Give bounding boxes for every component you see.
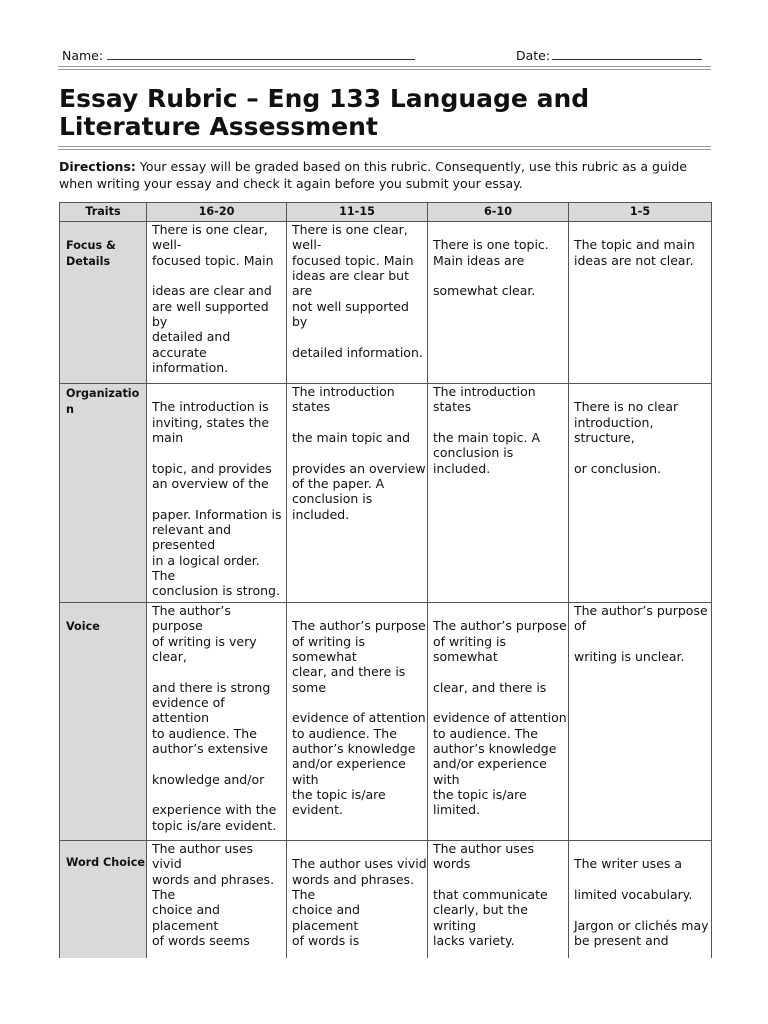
column-header-traits: Traits <box>60 203 147 222</box>
column-header-16-20: 16-20 <box>147 203 287 222</box>
rubric-table-viewport <box>59 202 712 958</box>
criteria-cell-11-15: The author’s purpose of writing is somewhat clear, and there is some evidence of attention to audience. The author’s knowledge and/or experience with the topic is/are evident. <box>287 603 428 841</box>
document-title: Essay Rubric – Eng 133 Language and Literature Assessment <box>59 84 590 141</box>
directions-paragraph <box>59 158 712 192</box>
trait-label: Focus & Details <box>60 222 147 384</box>
name-label: Name: <box>62 48 104 63</box>
date-label: Date: <box>516 48 551 63</box>
column-header-1-5: 1-5 <box>569 203 712 222</box>
criteria-cell-16-20: The introduction is inviting, states the main topic, and provides an overview of the paper. Information is relevant and presented in a logical order. The conclusion is strong. <box>147 384 287 603</box>
column-header-6-10: 6-10 <box>428 203 569 222</box>
directions-text: Your essay will be graded based on this rubric. Consequently, use this rubric as a guide when writing your essay and check it again before you submit your essay. <box>59 159 687 191</box>
criteria-cell-1-5: There is no clear introduction, structure, or conclusion. <box>569 384 712 603</box>
trait-label: Organizatio n <box>60 384 147 603</box>
name-blank-line <box>107 47 415 60</box>
criteria-cell-11-15: The introduction states the main topic and provides an overview of the paper. A conclusion is included. <box>287 384 428 603</box>
title-divider <box>58 146 711 150</box>
criteria-cell-11-15: The author uses vivid words and phrases. The choice and placement of words is <box>287 841 428 958</box>
trait-label: Word Choice <box>60 841 147 958</box>
criteria-cell-1-5: The author’s purpose of writing is unclear. <box>569 603 712 841</box>
criteria-cell-11-15: There is one clear, well- focused topic. Main ideas are clear but are not well supported by detailed information. <box>287 222 428 384</box>
criteria-cell-1-5: The topic and main ideas are not clear. <box>569 222 712 384</box>
date-field <box>516 47 702 64</box>
criteria-cell-16-20: There is one clear, well- focused topic. Main ideas are clear and are well supported by detailed and accurate information. <box>147 222 287 384</box>
trait-label: Voice <box>60 603 147 841</box>
criteria-cell-6-10: The author uses words that communicate clearly, but the writing lacks variety. <box>428 841 569 958</box>
criteria-cell-6-10: There is one topic. Main ideas are somewhat clear. <box>428 222 569 384</box>
column-header-11-15: 11-15 <box>287 203 428 222</box>
criteria-cell-16-20: The author’s purpose of writing is very clear, and there is strong evidence of attention to audience. The author’s extensive knowledge and/or experience with the topic is/are evident. <box>147 603 287 841</box>
criteria-cell-6-10: The introduction states the main topic. A conclusion is included. <box>428 384 569 603</box>
criteria-cell-1-5: The writer uses a limited vocabulary. Jargon or clichés may be present and <box>569 841 712 958</box>
criteria-cell-6-10: The author’s purpose of writing is somewhat clear, and there is evidence of attention to audience. The author’s knowledge and/or experience with the topic is/are limited. <box>428 603 569 841</box>
name-field <box>62 47 415 64</box>
header-divider <box>58 66 711 70</box>
directions-label: Directions: <box>59 159 136 174</box>
date-blank-line <box>552 47 702 60</box>
rubric-table <box>59 202 712 958</box>
criteria-cell-16-20: The author uses vivid words and phrases. The choice and placement of words seems <box>147 841 287 958</box>
